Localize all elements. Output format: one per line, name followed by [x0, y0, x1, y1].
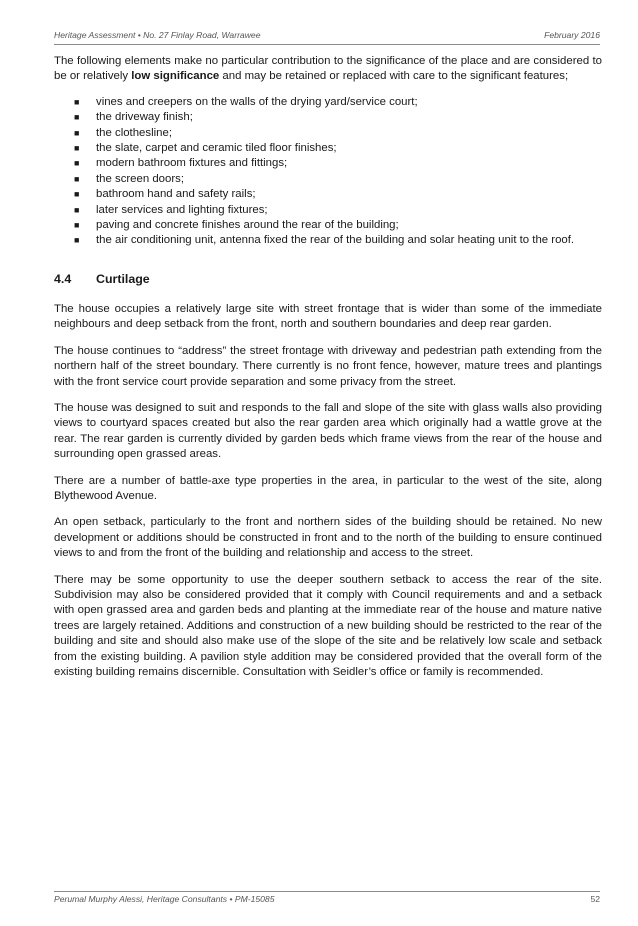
- bullet-icon: ■: [74, 189, 80, 200]
- body-paragraph: There are a number of battle-axe type properties in the area, in particular to the west of the site, along Blythewood Avenue.: [54, 474, 602, 502]
- section-heading: [54, 271, 602, 287]
- bullet-icon: ■: [74, 235, 80, 246]
- bullet-icon: ■: [74, 112, 80, 123]
- list-item: [54, 233, 602, 248]
- list-item: [54, 110, 602, 125]
- body-paragraph: An open setback, particularly to the front and northern sides of the building should be retained. No new development or additions should be constructed in front and to the north of the building to ensure continued views to and from the front of the building and relationship and access to the street.: [54, 516, 602, 560]
- list-item: [54, 156, 602, 171]
- list-item: [54, 172, 602, 187]
- intro-paragraph: [54, 54, 602, 85]
- list-item-text: paving and concrete finishes around the rear of the building;: [96, 219, 399, 232]
- body-paragraph: The house continues to “address” the street frontage with driveway and pedestrian path extending from the northern half of the street boundary. There currently is no front fence, however, mature trees and plantings with the front service court provide separation and some privacy from the street.: [54, 344, 602, 388]
- footer-consultant: Perumal Murphy Alessi, Heritage Consultants • PM-15085: [54, 894, 275, 904]
- list-item: [54, 95, 602, 110]
- body-paragraph: There may be some opportunity to use the deeper southern setback to access the rear of the site. Subdivision may also be considered provided that it comply with Council requirements and and a setback with open grassed area and garden beds and planting at the immediate rear of the house and mature native trees are largely retained. Additions and construction of a new building should be restricted to the rear of the building and site and should also make use of the slope of the site and be relatively low scale and setback from the existing building. A pavilion style addition may be considered provided that the overall form of the existing building remains discernible. Consultation with Seidler’s office or family is recommended.: [54, 573, 602, 678]
- list-item-text: vines and creepers on the walls of the drying yard/service court;: [96, 95, 418, 108]
- list-item-text: modern bathroom fixtures and fittings;: [96, 157, 288, 170]
- list-item-text: the air conditioning unit, antenna fixed the rear of the building and solar heating unit to the roof.: [96, 234, 575, 247]
- bullet-icon: ■: [74, 158, 80, 169]
- list-item-text: the slate, carpet and ceramic tiled floor finishes;: [96, 142, 337, 155]
- bullet-icon: ■: [74, 127, 80, 138]
- page-content: [54, 54, 602, 691]
- page-footer: [54, 891, 600, 908]
- bullet-icon: ■: [74, 143, 80, 154]
- list-item: [54, 203, 602, 218]
- list-item: [54, 187, 602, 202]
- list-item-text: the screen doors;: [96, 172, 185, 185]
- list-item-text: later services and lighting fixtures;: [96, 203, 268, 216]
- header-document-title: Heritage Assessment • No. 27 Finlay Road, Warrawee: [54, 30, 261, 40]
- list-item-text: the clothesline;: [96, 126, 172, 139]
- intro-text-start: The following elements make no particular contribution to the significance of the place and are considered to be or relatively: [54, 55, 602, 83]
- section-title: Curtilage: [96, 271, 150, 286]
- list-item: [54, 141, 602, 156]
- body-paragraph: The house was designed to suit and responds to the fall and slope of the site with glass walls also providing views to courtyard spaces created but also the rear garden area which originally had a wattle grove at the rear. The rear garden is currently divided by garden beds which frame views from the rear of the house and surrounding open grassed areas.: [54, 401, 602, 461]
- bullet-icon: ■: [74, 220, 80, 231]
- list-item-text: bathroom hand and safety rails;: [96, 188, 256, 201]
- list-item: [54, 218, 602, 233]
- list-item: [54, 126, 602, 141]
- body-paragraph: The house occupies a relatively large site with street frontage that is wider than some of the immediate neighbours and deep setback from the front, north and southern boundaries and deep rear garden.: [54, 302, 602, 331]
- intro-emphasis: low significance: [131, 70, 220, 83]
- low-significance-list: [54, 95, 602, 249]
- page-header: [54, 28, 600, 45]
- header-date: February 2016: [544, 30, 600, 40]
- bullet-icon: ■: [74, 96, 80, 107]
- bullet-icon: ■: [74, 204, 80, 215]
- page-number: 52: [590, 894, 600, 904]
- intro-text-end: and may be retained or replaced with care to the significant features;: [219, 70, 569, 83]
- bullet-icon: ■: [74, 173, 80, 184]
- section-number: 4.4: [54, 271, 72, 286]
- list-item-text: the driveway finish;: [96, 111, 193, 124]
